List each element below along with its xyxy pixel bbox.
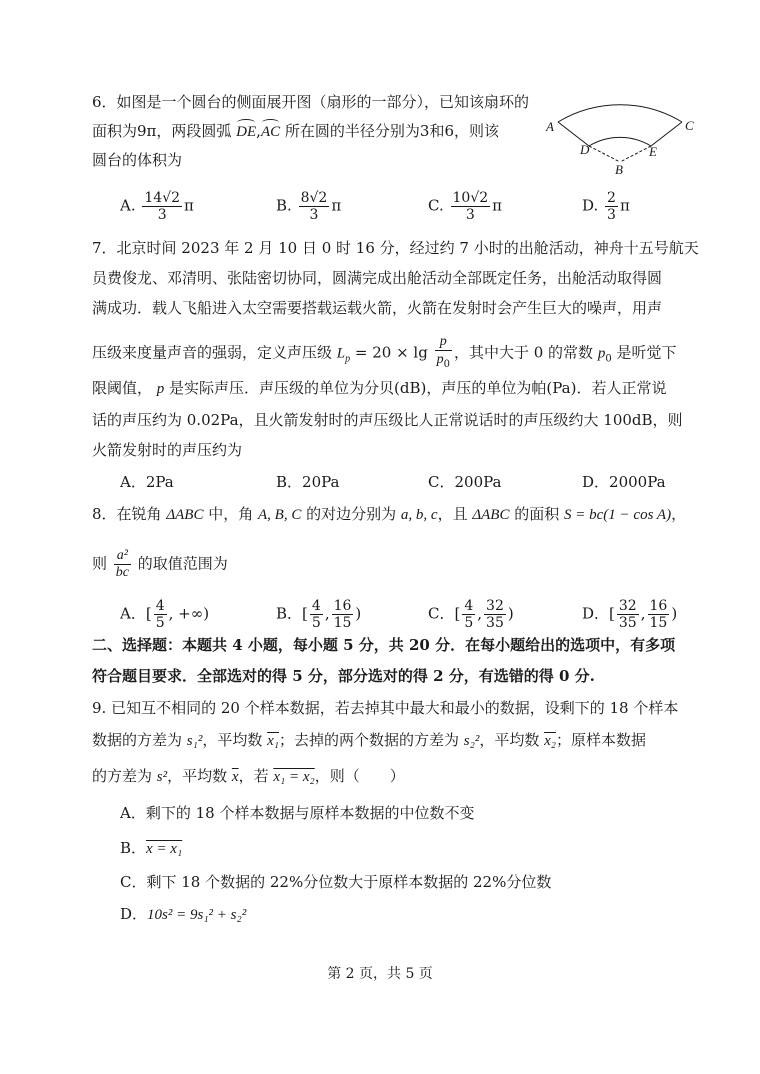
dash-eb xyxy=(620,146,651,162)
q7-line1: 7．北京时间 2023 年 2 月 10 日 0 时 16 分，经过约 7 小时的出舱活动，神舟十五号航天 xyxy=(92,239,699,257)
formula-mid: = 20 × lg xyxy=(350,343,433,362)
q6-option-d[interactable] xyxy=(582,190,630,223)
pi-symbol: π xyxy=(619,196,630,215)
edge-ce xyxy=(651,122,682,146)
label-c: C xyxy=(685,118,694,133)
q8-option-d[interactable]: D．[ $\frac{32}{35}$ , $\frac{16}{15}$ ) xyxy=(582,598,678,631)
q7-line4 xyxy=(92,334,676,373)
s2-squared: s₂² xyxy=(463,733,480,749)
q9-line3b: ，平均数 xyxy=(167,767,232,785)
condition: x₁ = x₂ xyxy=(273,769,315,785)
outer-arc-ac xyxy=(558,105,682,122)
x2-bar: x₂ xyxy=(544,733,556,749)
q7-line6: 话的声压约为 0.02Pa，且火箭发射时的声压级比人正常说话时的声压级约大 100dB，则 xyxy=(92,411,683,429)
q8-line2b: 的取值范围为 xyxy=(133,554,228,573)
p0: p xyxy=(597,345,606,362)
denominator: 15 xyxy=(333,615,352,631)
q6-line2a: 面积为9π，两段圆弧 xyxy=(92,122,237,140)
pi-symbol: π xyxy=(492,196,503,215)
option-label: C． xyxy=(428,604,455,623)
bracket: ) xyxy=(355,604,362,623)
q8-line1d: ，且 xyxy=(437,505,473,523)
q9-line2d: ，平均数 xyxy=(479,731,545,749)
pi-symbol: π xyxy=(184,196,194,215)
q8-line2a: 则 xyxy=(92,554,112,573)
pi-symbol: π xyxy=(331,196,342,215)
bracket: ) xyxy=(671,604,678,623)
fraction xyxy=(605,190,618,223)
q9-line3a: 的方差为 xyxy=(92,767,157,785)
formula-l: L xyxy=(336,345,346,362)
q7-line5a: 限阈值， xyxy=(92,379,157,397)
denominator: 3 xyxy=(465,207,475,223)
q7-line2: 员费俊龙、邓清明、张陆密切协同，圆满完成出舱活动全部既定任务，出舱活动取得圆 xyxy=(92,269,663,287)
numerator: 32 xyxy=(618,598,637,614)
option-b-formula: x = x₁ xyxy=(146,841,183,857)
fraction xyxy=(451,190,491,223)
section2-line2: 符合题目要求．全部选对的得 5 分，部分选对的得 2 分，有选错的得 0 分. xyxy=(92,667,595,685)
q8-line2 xyxy=(92,548,228,581)
fraction xyxy=(617,598,639,631)
numerator: 10√2 xyxy=(452,190,489,206)
triangle-abc-2: ΔABC xyxy=(472,507,510,523)
ratio-fraction xyxy=(114,548,131,581)
q6-option-c[interactable] xyxy=(428,190,502,223)
denominator: 3 xyxy=(309,207,319,223)
area-formula: S = bc(1 − cos A) xyxy=(564,507,672,523)
label-d: D xyxy=(580,142,590,157)
numerator: 16 xyxy=(649,598,668,614)
q6-option-b[interactable] xyxy=(276,190,341,223)
numerator: 4 xyxy=(155,598,165,614)
s-squared: s² xyxy=(156,769,168,785)
s1-squared: s₁² xyxy=(186,733,203,749)
label-e: E xyxy=(649,144,657,159)
label-b: B xyxy=(615,162,623,177)
q9-option-b[interactable] xyxy=(120,838,182,859)
option-label: D. xyxy=(582,196,599,215)
q6-line3: 圆台的体积为 xyxy=(92,151,183,169)
q8-option-c[interactable]: C．[ $\frac{4}{5}$ , $\frac{32}{35}$ ) xyxy=(428,598,514,631)
numerator: p xyxy=(435,334,452,351)
fraction xyxy=(462,598,475,631)
interval-tail: , +∞) xyxy=(168,604,210,623)
denominator: 5 xyxy=(464,615,474,631)
numerator: 14√2 xyxy=(144,190,181,206)
fraction xyxy=(299,190,330,223)
q9-option-d[interactable] xyxy=(120,904,246,925)
triangle-abc: ΔABC xyxy=(166,507,204,523)
numerator: 4 xyxy=(464,598,474,614)
q9-option-a[interactable]: A．剩下的 18 个样本数据与原样本数据的中位数不变 xyxy=(120,804,475,822)
numerator: 8√2 xyxy=(300,190,328,206)
section2-line1: 二、选择题：本题共 4 小题，每小题 5 分，共 20 分．在每小题给出的选项中，有多项 xyxy=(92,636,676,654)
q6-option-a[interactable] xyxy=(120,190,194,223)
fraction xyxy=(310,598,323,631)
bracket: [ xyxy=(145,604,152,623)
den-sub: 0 xyxy=(443,358,450,370)
q8-line1c: 的对边分别为 xyxy=(301,505,401,523)
q7-line5b: 是实际声压．声压级的单位为分贝(dB)，声压的单位为帕(Pa)．若人正常说 xyxy=(164,379,667,397)
q8-line1 xyxy=(92,504,686,525)
numerator: 4 xyxy=(311,598,321,614)
fraction xyxy=(154,598,167,631)
q8-line1b: 中，角 xyxy=(203,505,258,523)
sector-ring-figure xyxy=(540,78,700,178)
q7-line3: 满成功．载人飞船进入太空需要搭载运载火箭，火箭在发射时会产生巨大的噪声，用声 xyxy=(92,299,663,317)
fraction xyxy=(484,598,506,631)
q7-line7: 火箭发射时的声压约为 xyxy=(92,441,243,459)
label-a: A xyxy=(546,119,554,134)
q7-line4c: 是听觉下 xyxy=(611,343,677,362)
q9-option-c[interactable]: C．剩下 18 个数据的 22%分位数大于原样本数据的 22%分位数 xyxy=(120,873,552,891)
denominator: 35 xyxy=(486,615,504,631)
q8-option-b[interactable]: B．[ $\frac{4}{5}$ , $\frac{16}{15}$ ) xyxy=(276,598,362,631)
denominator: 15 xyxy=(649,615,668,631)
q7-line4a: 压级来度量声音的强弱，定义声压级 xyxy=(92,343,337,362)
q6-line2b: 所在圆的半径分别为3和6，则该 xyxy=(284,122,499,140)
q9-line2c: ；去掉的两个数据的方差为 xyxy=(279,731,464,749)
formula-l-sub: p xyxy=(345,353,351,365)
option-label: A. xyxy=(120,196,136,215)
arc-de: DE xyxy=(236,124,257,140)
q8-line1f: ， xyxy=(671,505,687,523)
x-bar: $\overline{x}$ xyxy=(231,769,239,785)
q6-line2 xyxy=(92,121,499,142)
numerator: 16 xyxy=(333,598,352,614)
option-label: B． xyxy=(276,604,303,623)
q8-option-a[interactable] xyxy=(120,598,209,631)
inner-arc-de xyxy=(589,137,651,146)
formula-fraction xyxy=(435,334,452,373)
q9-line3 xyxy=(92,766,405,787)
p-var: p xyxy=(156,381,165,397)
numerator: 32 xyxy=(486,598,504,614)
q9-line2e: ；原样本数据 xyxy=(556,731,647,749)
option-label: B． xyxy=(120,839,147,857)
fraction xyxy=(648,598,670,631)
denominator: 35 xyxy=(618,615,637,631)
denominator xyxy=(435,351,452,373)
numerator: a² xyxy=(114,548,131,565)
q9-line3d: ，则（ ） xyxy=(314,767,405,785)
q9-line2 xyxy=(92,730,646,751)
x1-bar: x₁ xyxy=(267,733,279,749)
q7-line5 xyxy=(92,378,666,399)
angles: A, B, C xyxy=(258,507,302,523)
option-label: B. xyxy=(276,196,292,215)
bracket: [ xyxy=(454,604,461,623)
option-d-formula: 10s² = 9s₁² + s₂² xyxy=(147,907,247,923)
denominator: 5 xyxy=(311,615,321,631)
q6-comma: , xyxy=(256,122,261,140)
q7-line4b: ，其中大于 0 的常数 xyxy=(453,343,598,362)
page-footer: 第 2 页，共 5 页 xyxy=(327,966,433,982)
q7-option-c[interactable]: C．200Pa xyxy=(428,473,502,491)
q7-option-d[interactable]: D．2000Pa xyxy=(582,473,666,491)
den-p: p xyxy=(436,352,444,367)
q9-line3c: ，若 xyxy=(238,767,274,785)
fraction xyxy=(142,190,182,223)
q6-line1: 6．如图是一个圆台的侧面展开图（扇形的一部分），已知该扇环的 xyxy=(92,93,530,111)
arc-ac: AC xyxy=(260,124,281,140)
q9-line1: 9. 已知互不相同的 20 个样本数据，若去掉其中最大和最小的数据，设剩下的 18 个样本 xyxy=(92,699,679,717)
q9-line2a: 数据的方差为 xyxy=(92,731,187,749)
fraction xyxy=(332,598,354,631)
q8-line1a: 8．在锐角 xyxy=(92,505,167,523)
numerator: 2 xyxy=(607,190,616,206)
sides: a, b, c xyxy=(400,507,438,523)
denominator: 5 xyxy=(155,615,165,631)
option-label: A． xyxy=(120,604,146,623)
denominator: bc xyxy=(115,565,129,580)
dash-db xyxy=(589,146,620,162)
bracket: ) xyxy=(507,604,514,623)
bracket: [ xyxy=(609,604,615,623)
option-label: C. xyxy=(428,196,444,215)
q9-line2b: ，平均数 xyxy=(202,731,268,749)
q8-line1e: 的面积 xyxy=(509,505,565,523)
bracket: [ xyxy=(302,604,308,623)
denominator: 3 xyxy=(607,207,616,223)
q7-option-b[interactable]: B．20Pa xyxy=(276,473,340,491)
option-label: D． xyxy=(582,604,610,623)
q7-option-a[interactable]: A．2Pa xyxy=(120,473,174,491)
p0-sub: 0 xyxy=(605,353,612,365)
option-label: D． xyxy=(120,905,148,923)
denominator: 3 xyxy=(157,207,167,223)
